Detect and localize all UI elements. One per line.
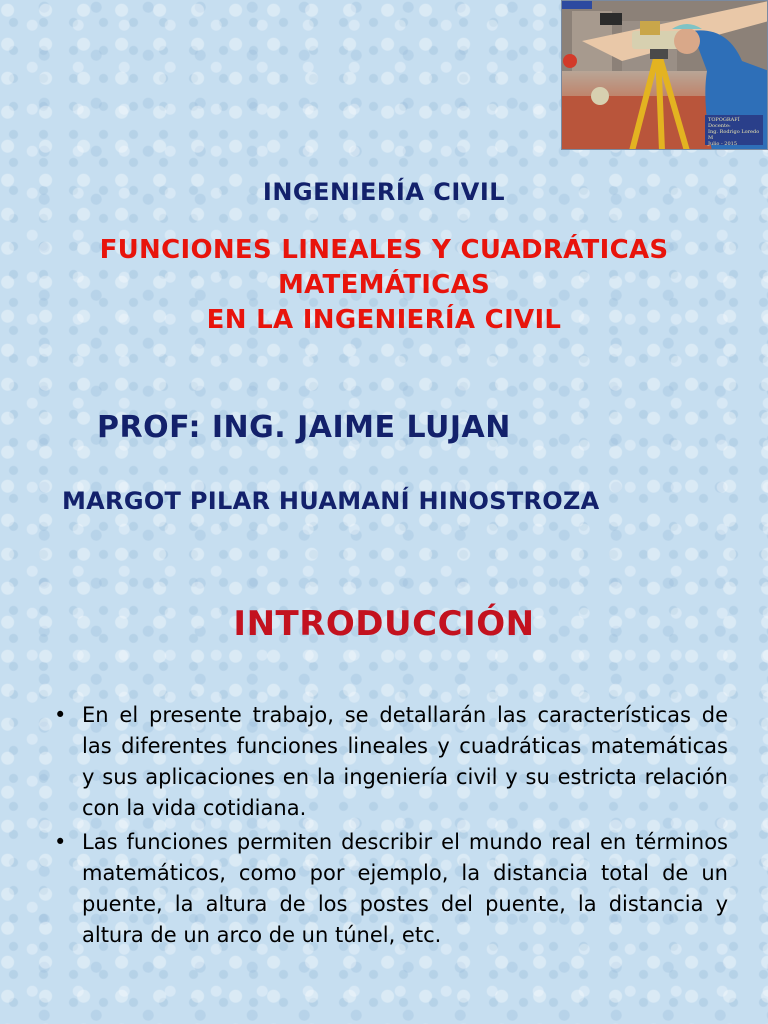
bullet-icon: • [54, 703, 67, 727]
professor-name: PROF: ING. JAIME LUJAN [97, 410, 511, 445]
title-line: MATEMÁTICAS [277, 270, 491, 300]
list-item [54, 700, 728, 824]
photo-caption-line: Docente: [708, 123, 731, 129]
document-title [0, 233, 768, 338]
title-line: EN LA INGENIERÍA CIVIL [206, 305, 562, 335]
bullet-text: En el presente trabajo, se detallarán las características de las diferentes funciones lineales y cuadráticas matemáticas y sus aplicaciones en la ingeniería civil y su estricta relación con la vida cotidiana. [82, 703, 728, 820]
bullet-icon: • [54, 830, 67, 854]
department-heading: INGENIERÍA CIVIL [262, 178, 506, 206]
list-item [54, 827, 728, 951]
photo-caption [705, 115, 763, 145]
photo-caption-line: Julio - 2015 [708, 141, 738, 147]
photo-caption-line: Ing. Rodrigo Loredo M [708, 129, 760, 141]
surveyor-photo [561, 0, 768, 150]
title-line: FUNCIONES LINEALES Y CUADRÁTICAS [99, 235, 669, 265]
introduction-bullet-list [54, 700, 728, 954]
photo-caption-line: TOPOGRAFÍ [708, 117, 740, 123]
bullet-text: Las funciones permiten describir el mundo real en términos matemáticos, como por ejemplo, la distancia total de un puente, la altura de los postes del puente, la distancia y altura de un arco de un túnel, etc. [82, 830, 728, 947]
introduction-heading: INTRODUCCIÓN [233, 604, 535, 644]
author-name: MARGOT PILAR HUAMANÍ HINOSTROZA [62, 487, 600, 515]
